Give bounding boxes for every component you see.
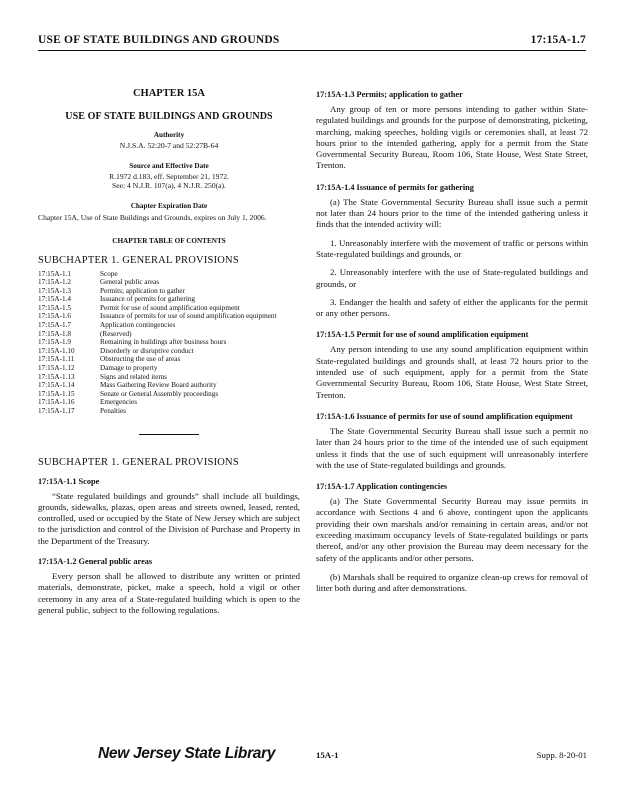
toc-entry [38,304,300,313]
toc-entry-number: 17:15A-1.9 [38,338,71,347]
toc-entry-number: 17:15A-1.13 [38,372,75,381]
toc-entry [38,330,300,339]
authority-heading: Authority [153,131,185,139]
section-text-1-4: (a) The State Governmental Security Bureau shall issue such a permit not later than 24 hours prior to the time of the intended gathering unless it finds that the intended activity will: [316,196,588,230]
section-heading-1-3: 17:15A-1.3 Permits; application to gather [316,90,463,99]
expiration-heading: Chapter Expiration Date [130,202,208,210]
toc-entry-number: 17:15A-1.7 [38,321,71,330]
toc-entry-title: Issuance of permits for gathering [100,295,196,304]
section-item-1-4-3: 3. Endanger the health and safety of either the applicants for the permit or any other persons. [316,296,588,319]
toc-entry-title: Scope [100,269,118,278]
toc-entry-number: 17:15A-1.14 [38,381,75,390]
toc-entry [38,364,300,373]
header-rule [38,50,586,51]
toc-entry [38,278,300,287]
toc-entry [38,312,300,321]
body-subchapter: SUBCHAPTER 1. GENERAL PROVISIONS [38,456,239,468]
toc-entry-number: 17:15A-1.6 [38,312,71,321]
section-text-1-6: The State Governmental Security Bureau shall issue such a permit no later than 24 hours prior to the time of the intended use of such equipment unless it finds that the use of such equipment will unreasonably interfere with the use of State-regulated buildings and grounds. [316,425,588,470]
toc-entry-title: Permits; application to gather [100,286,185,295]
toc-entry [38,390,300,399]
footer-supplement: Supp. 8-20-01 [536,750,587,760]
header-page-ref: 17:15A-1.7 [530,34,586,46]
toc-entry-number: 17:15A-1.8 [38,329,71,338]
toc-entry [38,407,300,416]
toc-entry-number: 17:15A-1.12 [38,364,75,373]
toc-entry-title: Senate or General Assembly proceedings [100,389,219,398]
left-column [38,62,300,616]
toc-entry-title: Damage to property [100,364,158,373]
toc-entry-title: Obstructing the use of areas [100,355,181,364]
section-text-1-7-a: (a) The State Governmental Security Bureau may issue permits in accordance with Sections 4 and 6 above, contingent upon the applicants providing their own marshals and/or remaining in certain areas, and/or not exceeding maximum occupancy levels of State-regulated buildings or parts thereof, and/or any other provision the Bureau may deem necessary for the safety of the applicants and/or other persons. [316,496,588,563]
toc-entry-title: Mass Gathering Review Board authority [100,381,217,390]
header-title: USE OF STATE BUILDINGS AND GROUNDS [38,34,280,46]
authority-text: N.J.S.A. 52:20-7 and 52:27B-64 [119,141,219,150]
toc-entry-number: 17:15A-1.10 [38,346,75,355]
toc-entry [38,321,300,330]
section-text-1-2: Every person shall be allowed to distribute any written or printed materials, demonstrate, picket, make a speech, hold a vigil or other ceremony in any area of a State-regulated building which is open to the general public, subject to the following regulations. [38,571,300,615]
toc-entry-title: Signs and related items [100,372,167,381]
toc-entry [38,270,300,279]
toc-entry-number: 17:15A-1.2 [38,278,71,287]
toc-entry-title: Permit for use of sound amplification equipment [100,303,240,312]
section-heading-1-6: 17:15A-1.6 Issuance of permits for use of sound amplification equipment [316,411,573,421]
toc-list [38,270,300,416]
chapter-name: USE OF STATE BUILDINGS AND GROUNDS [65,111,273,122]
toc-entry-title: Emergencies [100,398,137,407]
section-item-1-4-1: 1. Unreasonably interfere with the movement of traffic or persons within State-regulated buildings and grounds, or [316,237,588,259]
section-heading-1-5: 17:15A-1.5 Permit for use of sound amplification equipment [316,330,529,340]
toc-entry-title: Penalties [100,407,126,415]
toc-entry-title: Remaining in buildings after business hours [100,338,227,347]
toc-entry-number: 17:15A-1.16 [38,398,75,407]
toc-heading: CHAPTER TABLE OF CONTENTS [112,236,226,245]
chapter-label: CHAPTER 15A [132,88,206,99]
section-text-1-3: Any group of ten or more persons intending to gather within State-regulated buildings and grounds for the purpose of demonstrating, picketing, marching, making speeches, holding vigils or ceremonies shall, at least 72 hours prior to the intended gathering, apply for a permit from the State Governmental Security Bureau, Room 106, State House, West State Street, Trenton. [316,104,588,171]
source-heading: Source and Effective Date [129,162,209,170]
library-stamp: New Jersey State Library [98,745,276,762]
toc-entry-title: Issuance of permits for use of sound amplification equipment [100,312,277,321]
source-text-2: See: 4 N.J.R. 107(a), 4 N.J.R. 250(a). [112,181,226,190]
section-heading-1-7: 17:15A-1.7 Application contingencies [316,482,448,492]
toc-entry-number: 17:15A-1.5 [38,303,71,312]
expiration-text: Chapter 15A, Use of State Buildings and Grounds, expires on July 1, 2006. [38,213,267,222]
toc-entry-title: (Reserved) [100,329,132,338]
toc-entry [38,347,300,356]
toc-entry [38,338,300,347]
toc-entry-number: 17:15A-1.15 [38,389,75,398]
toc-entry-number: 17:15A-1.3 [38,286,71,295]
toc-entry-number: 17:15A-1.17 [38,407,75,415]
section-heading-1-2: 17:15A-1.2 General public areas [38,557,153,567]
section-text-1-1: “State regulated buildings and grounds” shall include all buildings, grounds, sidewalks, plazas, open areas and streets owned, leased, rented, controlled, used or occupied by the State of New Jersey which are subject to the jurisdiction and control of the Division of Purchase and Property in the Department of the Treasury. [38,490,300,546]
toc-entry [38,381,300,390]
toc-entry [38,287,300,296]
source-text-1: R.1972 d.183, eff. September 21, 1972. [109,172,229,181]
toc-entry-number: 17:15A-1.11 [38,355,75,364]
toc-entry-number: 17:15A-1.4 [38,295,71,304]
section-divider [139,434,199,435]
section-item-1-4-2: 2. Unreasonably interfere with the use of State-regulated buildings and grounds, or [316,267,588,289]
toc-subchapter: SUBCHAPTER 1. GENERAL PROVISIONS [38,254,239,266]
section-heading-1-1: 17:15A-1.1 Scope [38,476,100,486]
toc-entry [38,295,300,304]
toc-entry-title: Disorderly or disruptive conduct [100,346,194,355]
toc-entry-title: General public areas [100,278,160,287]
toc-entry-number: 17:15A-1.1 [38,269,71,278]
toc-entry [38,355,300,364]
section-heading-1-4: 17:15A-1.4 Issuance of permits for gathering [316,182,474,192]
section-text-1-7-b: (b) Marshals shall be required to organize clean-up crews for removal of litter both during and after demonstrations. [316,571,588,594]
toc-entry [38,373,300,382]
running-header [38,34,586,48]
toc-entry-title: Application contingencies [100,321,176,330]
right-column [316,62,588,595]
section-text-1-5: Any person intending to use any sound amplification equipment within State-regulated buildings and grounds shall, at least 72 hours prior to the intended use of such equipment, apply for a permit from the State Governmental Security Bureau, Room 106, State House, West State Street, Trenton. [316,344,588,400]
toc-entry [38,398,300,407]
footer-page-number: 15A-1 [316,750,339,760]
